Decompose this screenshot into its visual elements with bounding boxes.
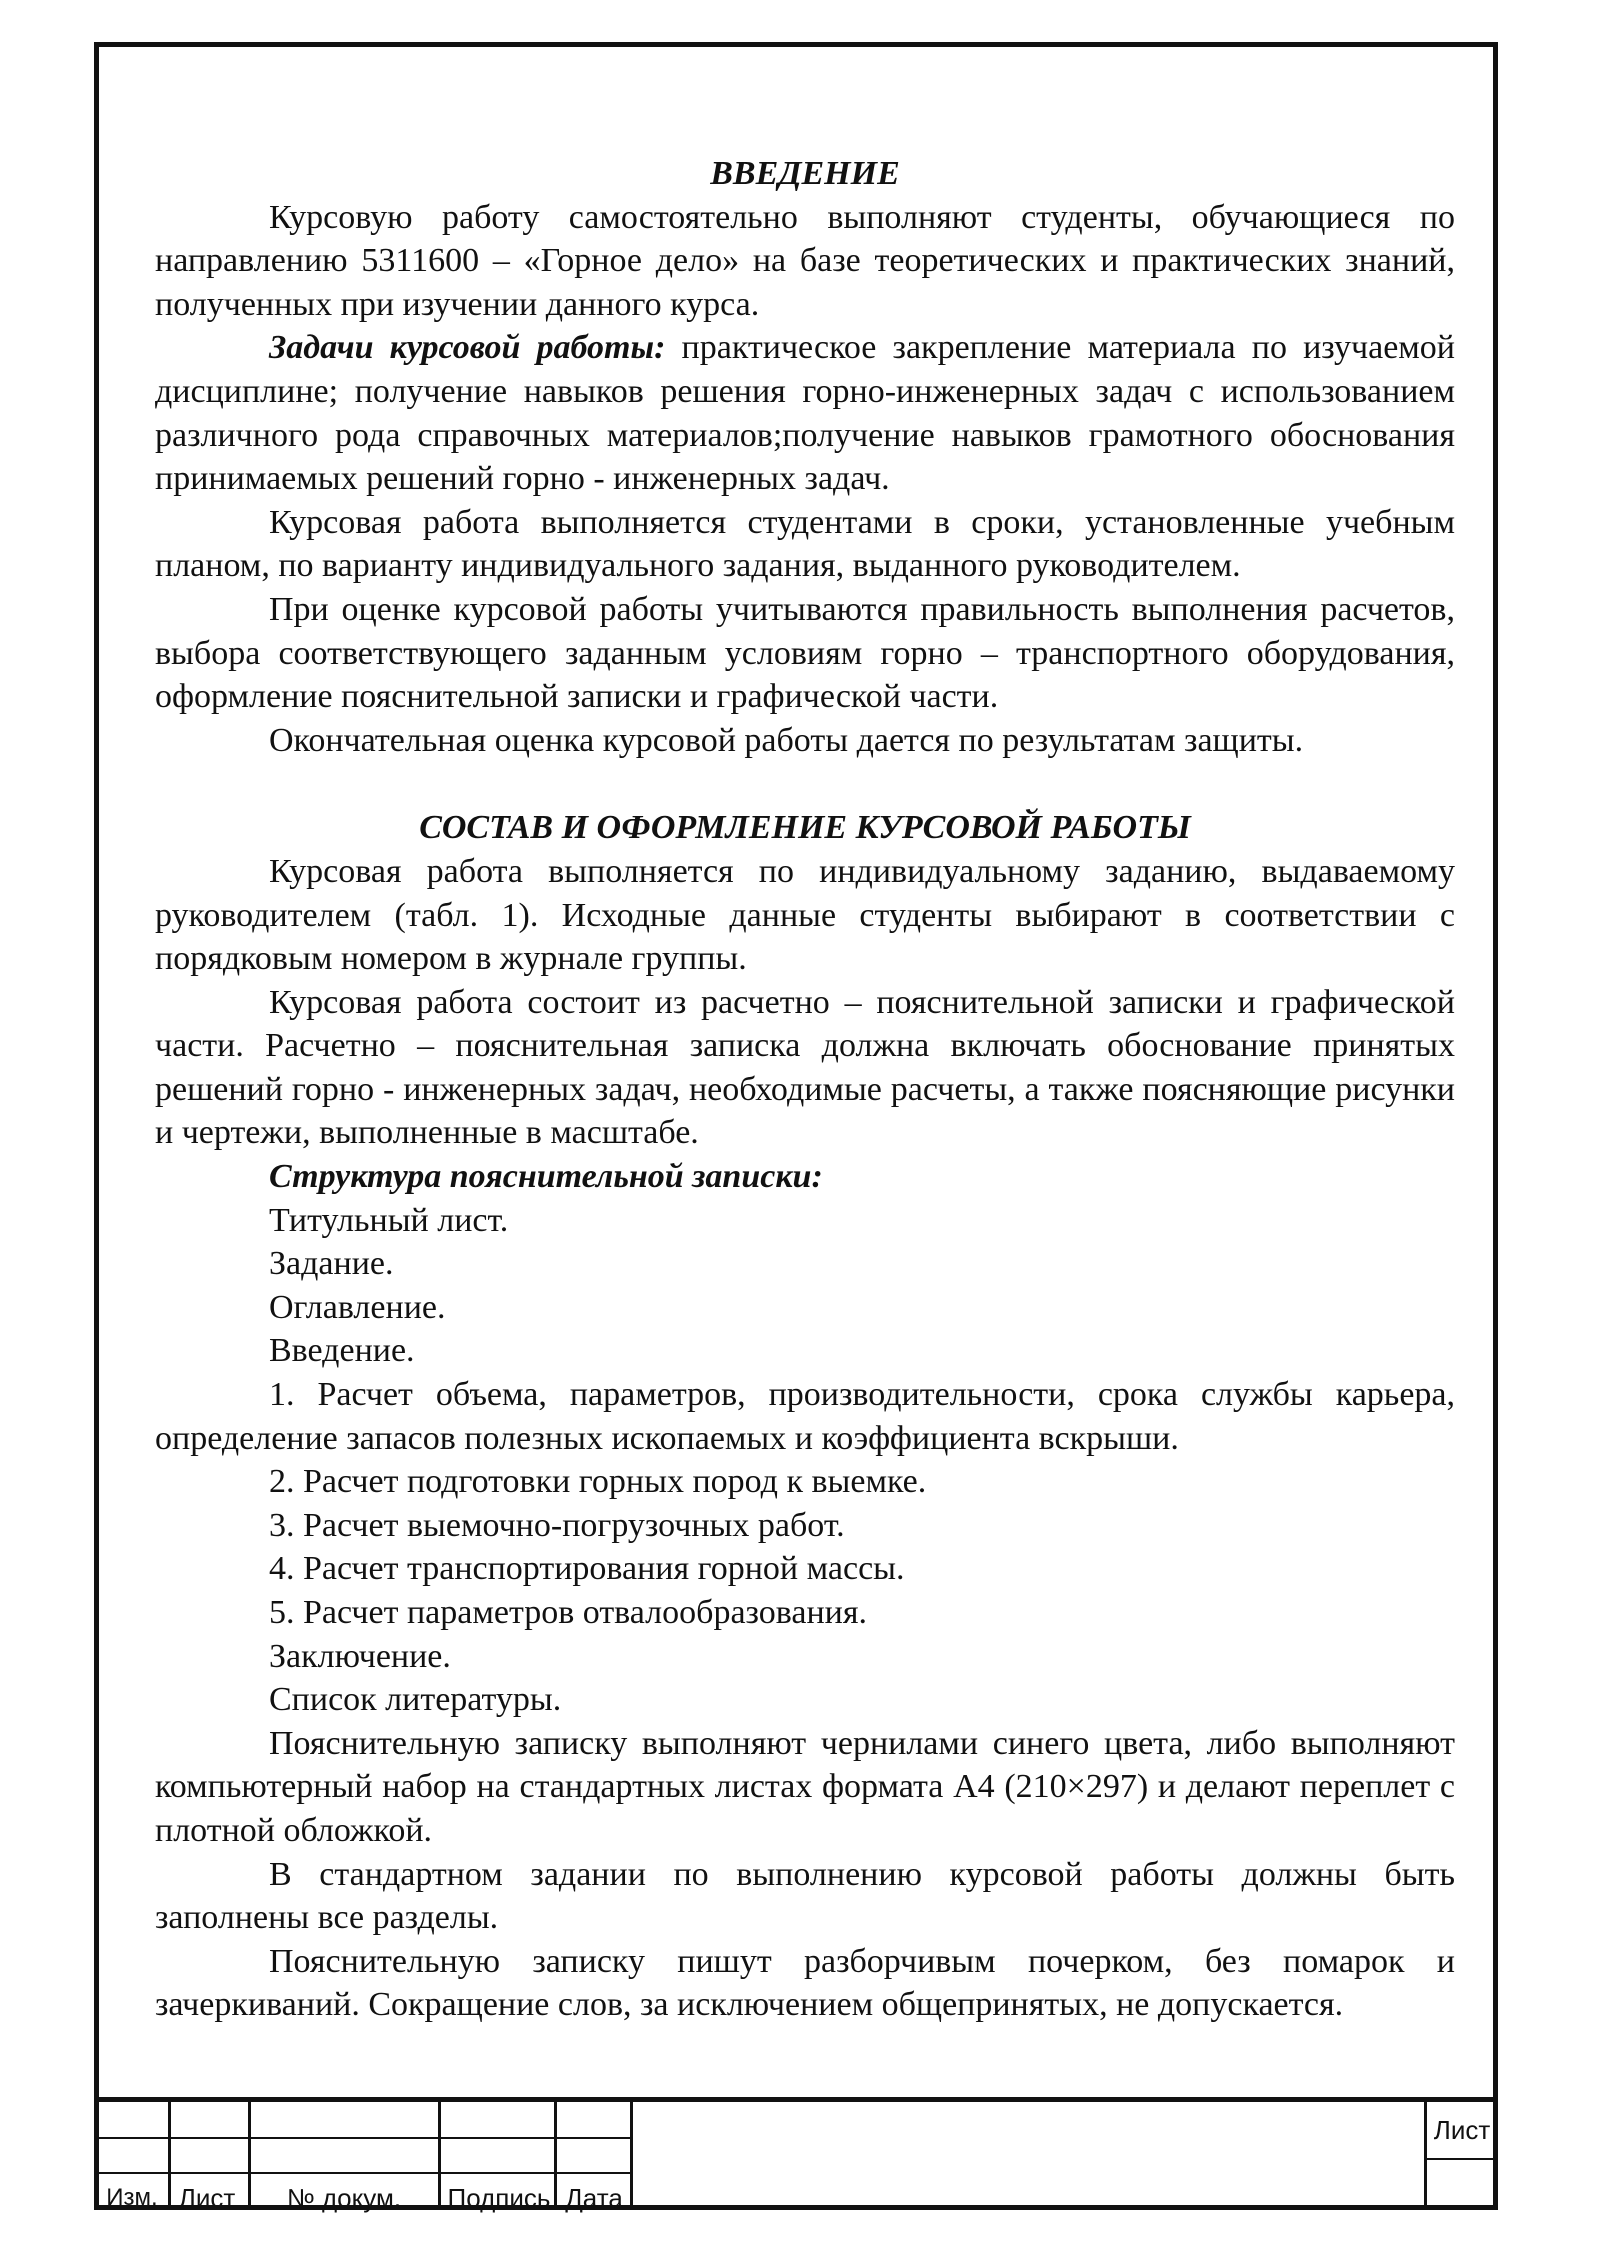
paragraph: Курсовую работу самостоятельно выполняют студенты, обучающиеся по направлению 5311600 – «Горное дело» на базе теоретических и практических знаний, полученных при изучении данного курса. <box>155 198 1455 323</box>
document-body <box>155 152 1455 2027</box>
heading-composition: СОСТАВ И ОФОРМЛЕНИЕ КУРСОВОЙ РАБОТЫ <box>419 809 1191 847</box>
list-item: Список литературы. <box>269 1681 562 1719</box>
paragraph: Пояснительную записку пишут разборчивым почерком, без помарок и зачеркиваний. Сокращение слов, за исключением общепринятых, не допускается. <box>155 1942 1455 2024</box>
list-item: 3. Расчет выемочно-погрузочных работ. <box>269 1506 845 1544</box>
stamp-izm: Изм. <box>106 2184 158 2211</box>
list-item: Оглавление. <box>269 1288 446 1326</box>
list-item: Введение. <box>269 1332 415 1370</box>
stamp-date: Дата <box>565 2183 623 2213</box>
stamp-document-number: № докум. <box>286 2183 402 2213</box>
list-item: 5. Расчет параметров отвалообразования. <box>269 1594 867 1631</box>
paragraph: В стандартном задании по выполнению курсовой работы должны быть заполнены все разделы. <box>155 1855 1455 1937</box>
list-item: Задание. <box>269 1245 394 1283</box>
stamp-sheet: Лист <box>1433 2115 1491 2145</box>
list-item: 4. Расчет транспортирования горной массы. <box>269 1550 905 1588</box>
paragraph: При оценке курсовой работы учитываются правильность выполнения расчетов, выбора соответствующего заданным условиям горно – транспортного оборудования, оформление пояснительной записки и графической части. <box>155 590 1455 716</box>
tasks-label: Задачи курсовой работы: <box>269 329 666 367</box>
structure-title: Структура пояснительной записки: <box>269 1158 823 1196</box>
list-item: Заключение. <box>269 1637 451 1675</box>
paragraph: Курсовая работа выполняется по индивидуальному заданию, выдаваемому руководителем (табл. 1). Исходные данные студенты выбирают в соответствии с порядковым номером в журнале группы. <box>155 852 1455 978</box>
paragraph: Курсовая работа состоит из расчетно – пояснительной записки и графической части. Расчетно – пояснительная записка должна включать обоснование принятых решений горно - инженерных задач, необходимые расчеты, а также поясняющие рисунки и чертежи, выполненные в масштабе. <box>155 983 1455 1152</box>
stamp-list: Лист <box>178 2183 236 2213</box>
paragraph: Курсовая работа выполняется студентами в сроки, установленные учебным планом, по варианту индивидуального задания, выданного руководителем. <box>155 503 1455 585</box>
heading-introduction: ВВЕДЕНИЕ <box>710 155 900 192</box>
paragraph: Пояснительную записку выполняют чернилами синего цвета, либо выполняют компьютерный набор на стандартных листах формата А4 (210×297) и делают переплет с плотной обложкой. <box>155 1724 1455 1849</box>
list-item: 2. Расчет подготовки горных пород к выемке. <box>269 1463 927 1501</box>
list-item: Титульный лист. <box>269 1201 509 1239</box>
paragraph: Окончательная оценка курсовой работы дается по результатам защиты. <box>269 721 1304 759</box>
list-item: 1. Расчет объема, параметров, производительности, срока службы карьера, определение запасов полезных ископаемых и коэффициента вскрыши. <box>155 1376 1455 1457</box>
tasks-text: практическое закрепление материала по изучаемой дисциплине; получение навыков решения горно-инженерных задач с использованием различного рода справочных материалов;получение навыков грамотного обоснования принимаемых решений горно - инженерных задач. <box>155 329 1455 498</box>
paragraph-tasks <box>155 326 1455 500</box>
stamp-signature: Подпись <box>447 2183 551 2213</box>
title-block <box>94 2097 1498 2213</box>
